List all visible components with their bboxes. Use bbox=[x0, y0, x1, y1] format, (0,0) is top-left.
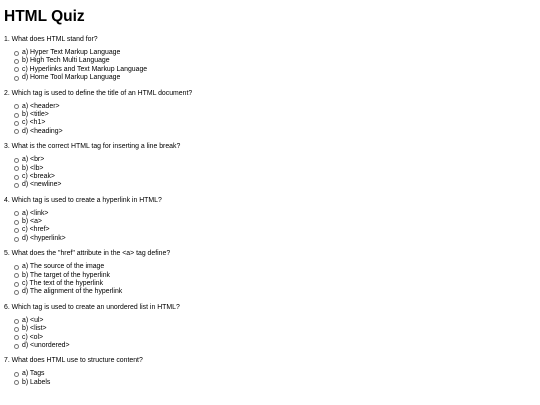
option-label: b) <a> bbox=[22, 218, 42, 226]
radio-button[interactable] bbox=[14, 372, 19, 377]
question-text: 4. Which tag is used to create a hyperlink in HTML? bbox=[4, 196, 162, 204]
option-label: d) <newline> bbox=[22, 181, 62, 189]
question-text: 2. Which tag is used to define the title of an HTML document? bbox=[4, 89, 193, 97]
option-4c[interactable] bbox=[14, 226, 540, 234]
option-5c[interactable] bbox=[14, 280, 540, 288]
options-list bbox=[14, 103, 540, 137]
option-label: b) <list> bbox=[22, 325, 47, 333]
option-label: b) High Tech Multi Language bbox=[22, 57, 110, 65]
option-4d[interactable] bbox=[14, 235, 540, 243]
option-2b[interactable] bbox=[14, 111, 540, 119]
option-1d[interactable] bbox=[14, 74, 540, 82]
radio-button[interactable] bbox=[14, 265, 19, 270]
options-list bbox=[14, 317, 540, 351]
option-label: a) <br> bbox=[22, 156, 45, 164]
option-4a[interactable] bbox=[14, 210, 540, 218]
option-label: b) <lb> bbox=[22, 164, 44, 172]
option-6c[interactable] bbox=[14, 334, 540, 342]
option-label: a) Hyper Text Markup Language bbox=[22, 49, 121, 56]
option-label: a) <link> bbox=[22, 209, 49, 217]
option-label: a) Tags bbox=[22, 370, 45, 378]
radio-button[interactable] bbox=[14, 104, 19, 109]
question-text: 3. What is the correct HTML tag for inserting a line break? bbox=[4, 143, 181, 151]
option-6b[interactable] bbox=[14, 325, 540, 333]
option-4b[interactable] bbox=[14, 218, 540, 226]
question-5 bbox=[4, 249, 540, 297]
options-list bbox=[14, 370, 540, 387]
options-list bbox=[14, 49, 540, 83]
question-3 bbox=[4, 142, 540, 190]
option-2c[interactable] bbox=[14, 119, 540, 127]
option-3b[interactable] bbox=[14, 165, 540, 173]
question-6 bbox=[4, 303, 540, 351]
radio-button[interactable] bbox=[14, 129, 19, 134]
option-label: c) <break> bbox=[22, 172, 55, 180]
options-list bbox=[14, 156, 540, 190]
option-7b[interactable] bbox=[14, 379, 540, 387]
radio-button[interactable] bbox=[14, 121, 19, 126]
radio-button[interactable] bbox=[14, 290, 19, 295]
radio-button[interactable] bbox=[14, 175, 19, 180]
radio-button[interactable] bbox=[14, 59, 19, 64]
question-4 bbox=[4, 196, 540, 244]
option-label: d) The alignment of the hyperlink bbox=[22, 288, 123, 296]
radio-button[interactable] bbox=[14, 228, 19, 233]
option-label: b) Labels bbox=[22, 378, 51, 386]
radio-button[interactable] bbox=[14, 335, 19, 340]
question-text: 5. What does the "href" attribute in the <a> tag define? bbox=[4, 250, 171, 258]
options-list bbox=[14, 263, 540, 297]
radio-button[interactable] bbox=[14, 113, 19, 118]
option-label: c) <href> bbox=[22, 226, 50, 234]
option-1a[interactable] bbox=[14, 49, 540, 57]
option-5b[interactable] bbox=[14, 272, 540, 280]
option-label: c) <ol> bbox=[22, 333, 44, 341]
question-2 bbox=[4, 89, 540, 137]
option-1b[interactable] bbox=[14, 57, 540, 65]
option-3d[interactable] bbox=[14, 181, 540, 189]
question-text: 6. Which tag is used to create an unordered list in HTML? bbox=[4, 303, 180, 311]
option-label: a) <header> bbox=[22, 102, 60, 110]
option-3a[interactable] bbox=[14, 156, 540, 164]
question-1 bbox=[4, 35, 540, 83]
option-label: d) Home Tool Markup Language bbox=[22, 74, 121, 82]
option-label: c) Hyperlinks and Text Markup Language bbox=[22, 65, 148, 73]
options-list bbox=[14, 210, 540, 244]
page-title: HTML Quiz bbox=[4, 8, 85, 25]
radio-button[interactable] bbox=[14, 166, 19, 171]
option-2a[interactable] bbox=[14, 103, 540, 111]
question-7 bbox=[4, 356, 540, 387]
option-label: a) The source of the image bbox=[22, 263, 105, 271]
radio-button[interactable] bbox=[14, 380, 19, 385]
question-text: 7. What does HTML use to structure content? bbox=[4, 357, 143, 365]
option-label: d) <unordered> bbox=[22, 341, 70, 349]
radio-button[interactable] bbox=[14, 319, 19, 324]
option-label: a) <ul> bbox=[22, 316, 44, 324]
radio-button[interactable] bbox=[14, 327, 19, 332]
radio-button[interactable] bbox=[14, 67, 19, 72]
option-5d[interactable] bbox=[14, 288, 540, 296]
option-6a[interactable] bbox=[14, 317, 540, 325]
option-label: d) <heading> bbox=[22, 127, 63, 135]
option-6d[interactable] bbox=[14, 342, 540, 350]
question-text: 1. What does HTML stand for? bbox=[4, 36, 98, 43]
option-label: d) <hyperlink> bbox=[22, 234, 66, 242]
radio-button[interactable] bbox=[14, 282, 19, 287]
radio-button[interactable] bbox=[14, 220, 19, 225]
radio-button[interactable] bbox=[14, 237, 19, 242]
option-3c[interactable] bbox=[14, 173, 540, 181]
option-7a[interactable] bbox=[14, 370, 540, 378]
option-label: b) The target of the hyperlink bbox=[22, 271, 110, 279]
option-label: c) <h1> bbox=[22, 119, 46, 127]
option-label: c) The text of the hyperlink bbox=[22, 280, 104, 288]
radio-button[interactable] bbox=[14, 183, 19, 188]
radio-button[interactable] bbox=[14, 211, 19, 216]
option-2d[interactable] bbox=[14, 128, 540, 136]
radio-button[interactable] bbox=[14, 76, 19, 81]
radio-button[interactable] bbox=[14, 273, 19, 278]
option-label: b) <title> bbox=[22, 110, 49, 118]
radio-button[interactable] bbox=[14, 344, 19, 349]
option-1c[interactable] bbox=[14, 66, 540, 74]
radio-button[interactable] bbox=[14, 158, 19, 163]
option-5a[interactable] bbox=[14, 263, 540, 271]
radio-button[interactable] bbox=[14, 51, 19, 56]
